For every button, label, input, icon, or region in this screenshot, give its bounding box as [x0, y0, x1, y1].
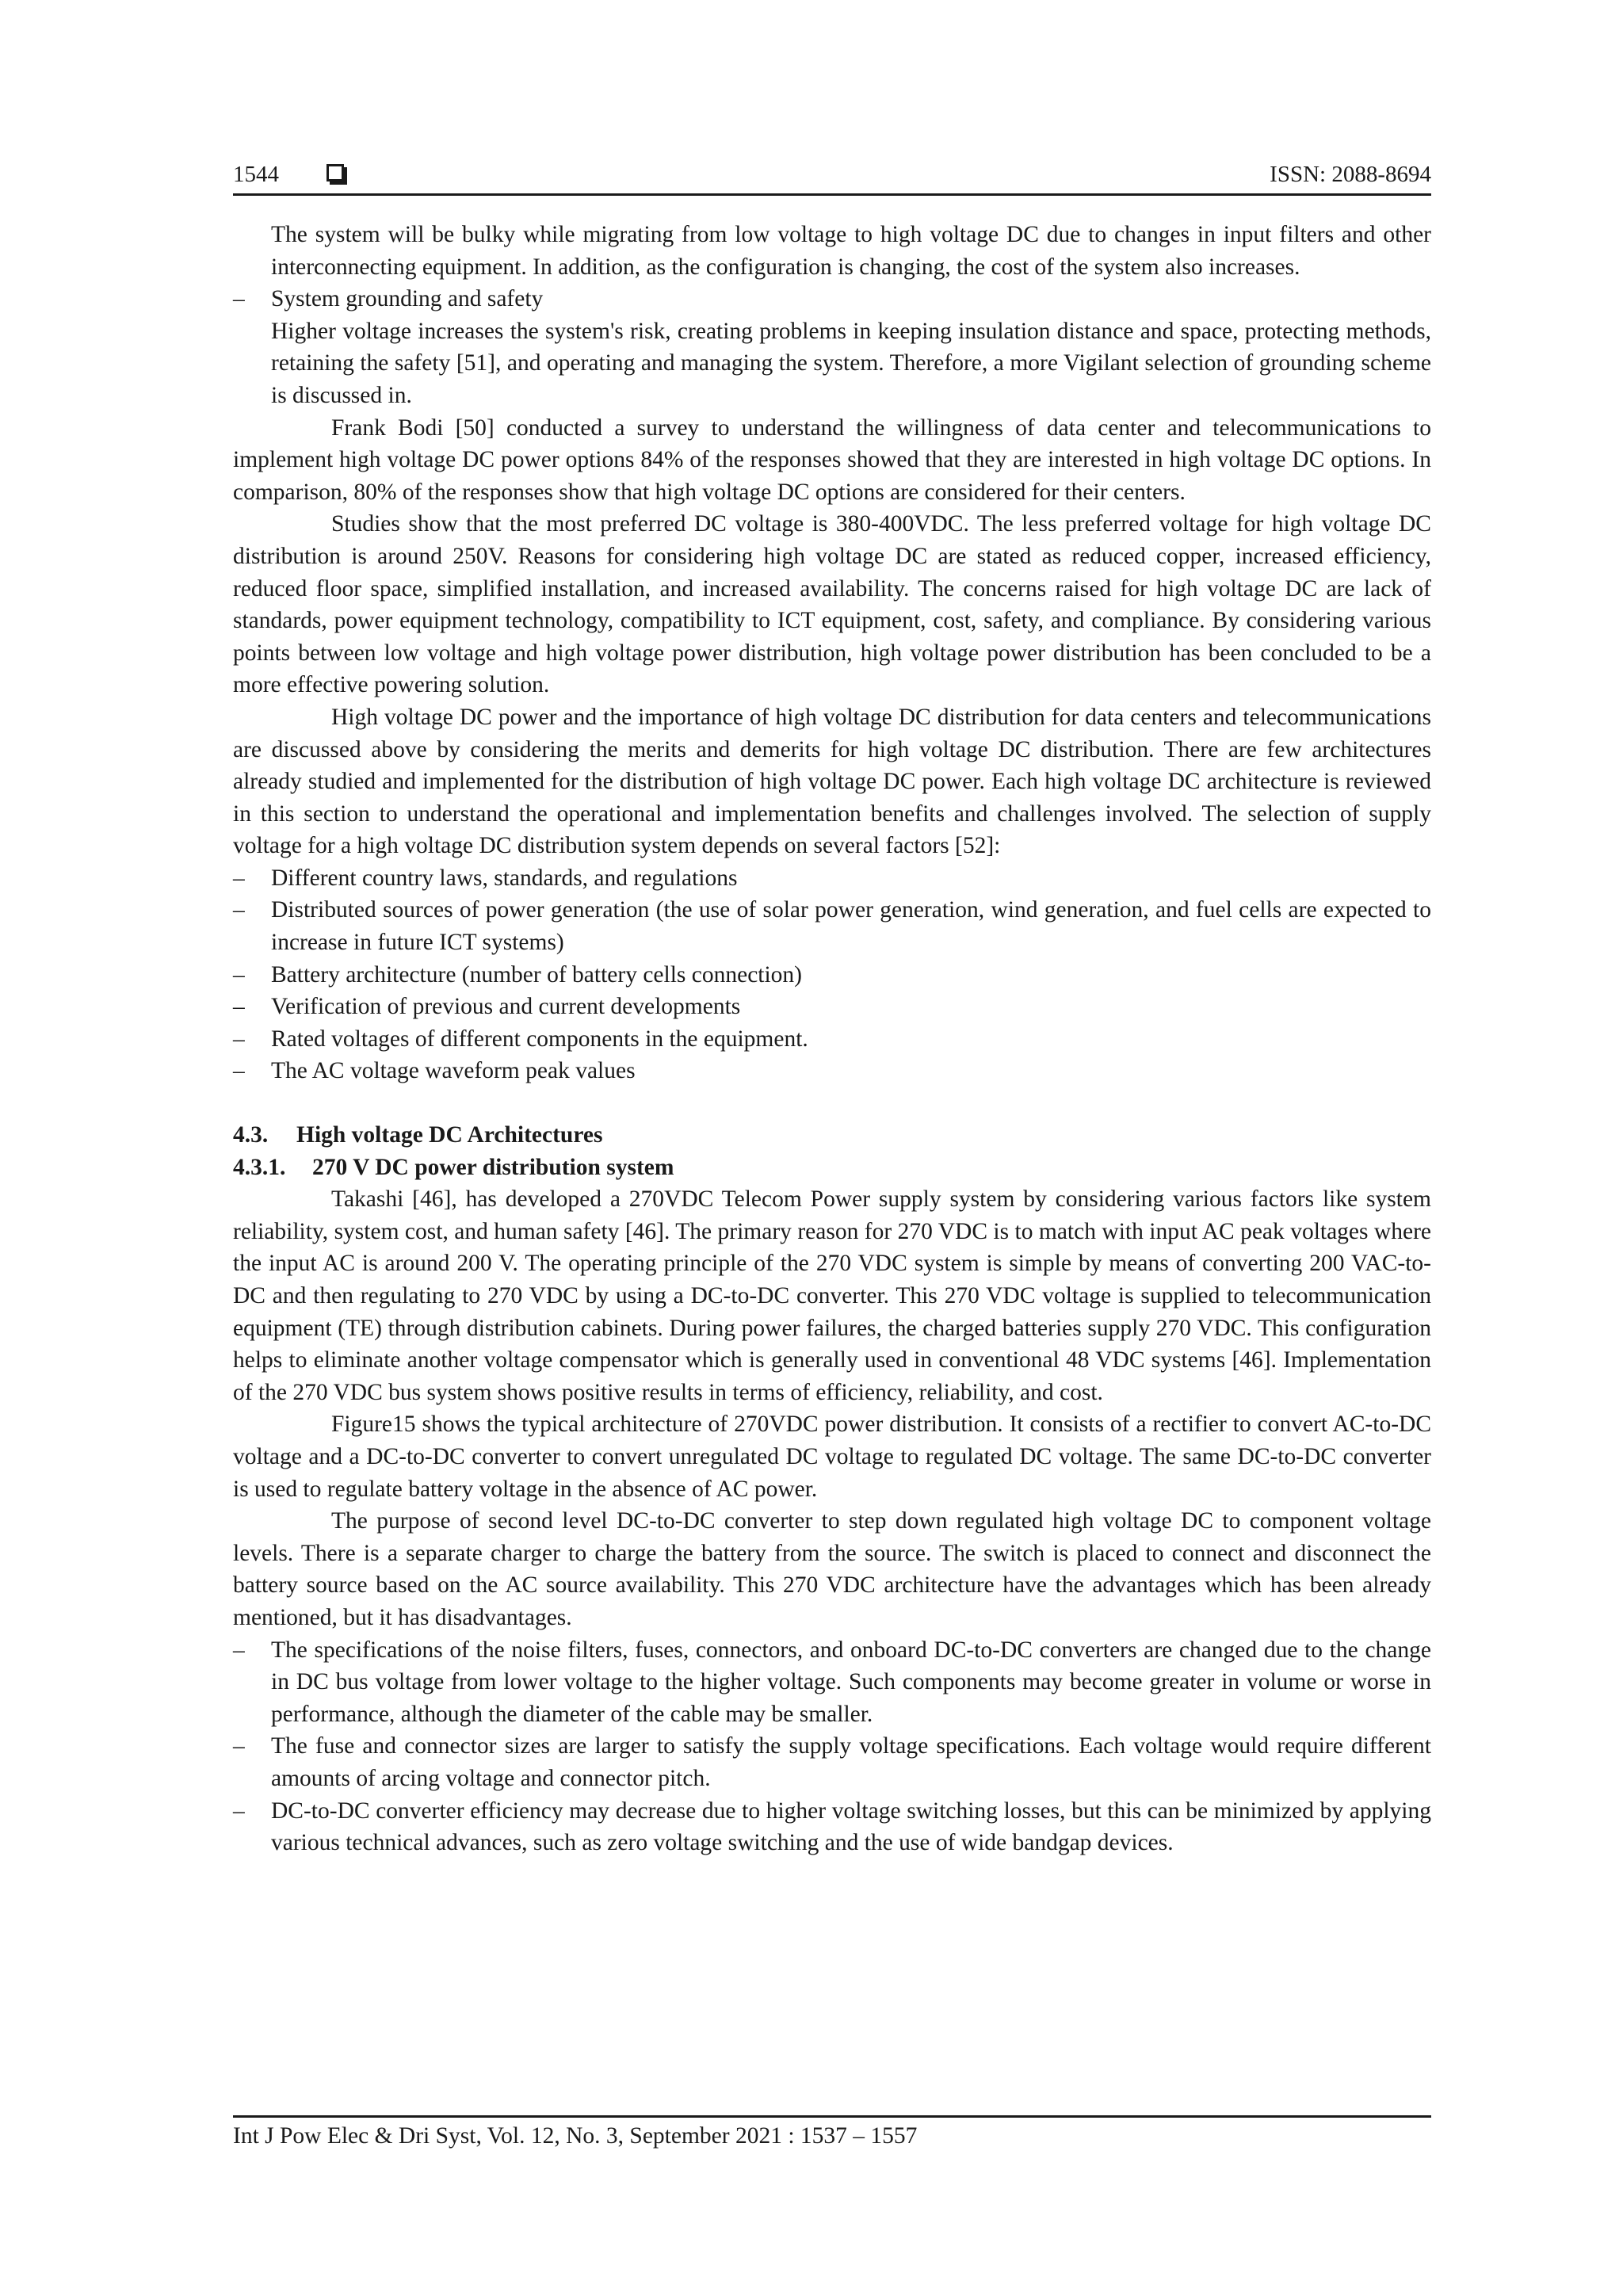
- header-divider: [233, 193, 1431, 196]
- list-item: [233, 1730, 1431, 1794]
- paragraph-bodi: Frank Bodi [50] conducted a survey to understand the willingness of data center and telecommunications to implement high voltage DC power options 84% of the responses showed that they are interested in high voltage DC options. In comparison, 80% of the responses show that high voltage DC options are considered for their centers.: [233, 415, 1431, 505]
- paragraph-high-voltage: High voltage DC power and the importance of high voltage DC distribution for data centers and telecommunications are discussed above by considering the merits and demerits for high voltage DC distribution. There are few architectures already studied and implemented for the distribution of high voltage DC power. Each high voltage DC architecture is reviewed in this section to understand the operational and implementation benefits and challenges involved. The selection of supply voltage for a high voltage DC distribution system depends on several factors [52]:: [233, 704, 1431, 859]
- paragraph-purpose: The purpose of second level DC-to-DC converter to step down regulated high voltage DC to component voltage levels. There is a separate charger to charge the battery from the source. The switch is placed to connect and disconnect the battery source based on the AC source availability. This 270 VDC architecture have the advantages which has been already mentioned, but it has disadvantages.: [233, 1508, 1431, 1630]
- subsection-heading: [233, 1152, 1431, 1184]
- list-item-text: DC-to-DC converter efficiency may decrease due to higher voltage switching losses, but this can be minimized by applying various technical advances, such as zero voltage switching and the use of wide bandgap devices.: [271, 1797, 1431, 1856]
- list-item: [233, 862, 1431, 895]
- list-item-text: Verification of previous and current developments: [271, 994, 741, 1020]
- dash-bullet: –: [233, 1637, 245, 1663]
- section-heading: [233, 1119, 1431, 1152]
- list-item-text: The fuse and connector sizes are larger to satisfy the supply voltage specifications. Each voltage would require different amounts of arcing voltage and connector pitch.: [271, 1733, 1431, 1791]
- list-item-text: The specifications of the noise filters, fuses, connectors, and onboard DC-to-DC converters are changed due to the change in DC bus voltage from lower voltage to the higher voltage. Such components may become greater in volume or worse in performance, although the diameter of the cable may be smaller.: [271, 1637, 1431, 1727]
- issn-label: ISSN: 2088-8694: [1270, 162, 1431, 187]
- dash-bullet: –: [233, 1797, 245, 1824]
- subsection-number: 4.3.1.: [233, 1154, 286, 1180]
- factors-list: [233, 862, 1431, 1087]
- dash-bullet: –: [233, 286, 245, 312]
- list-item-text: Distributed sources of power generation (the use of solar power generation, wind generation, and fuel cells are expected to increase in future ICT systems): [271, 897, 1431, 956]
- intro-paragraph: The system will be bulky while migrating from low voltage to high voltage DC due to changes in input filters and other interconnecting equipment. In addition, as the configuration is changing, the cost of the system also increases.: [271, 222, 1431, 280]
- dash-bullet: –: [233, 994, 245, 1020]
- list-item-text: System grounding and safety: [271, 286, 544, 312]
- list-item: [233, 894, 1431, 958]
- dash-bullet: –: [233, 897, 245, 923]
- dash-bullet: –: [233, 1058, 245, 1084]
- section-spacer: [233, 1087, 1431, 1119]
- box-icon: [327, 164, 344, 181]
- page-header: [233, 155, 1431, 193]
- list-item-text: The AC voltage waveform peak values: [271, 1058, 636, 1084]
- list-item-grounding: [233, 283, 1431, 315]
- page-number: 1544: [233, 162, 279, 187]
- list-item: [233, 1634, 1431, 1731]
- dash-bullet: –: [233, 865, 245, 891]
- list-item: [233, 991, 1431, 1023]
- paragraph-figure15: Figure15 shows the typical architecture of 270VDC power distribution. It consists of a rectifier to convert AC-to-DC voltage and a DC-to-DC converter to convert unregulated DC voltage to regulated DC voltage. The same DC-to-DC converter is used to regulate battery voltage in the absence of AC power.: [233, 1412, 1431, 1502]
- dash-bullet: –: [233, 961, 245, 988]
- dash-bullet: –: [233, 1026, 245, 1052]
- list-item: [233, 1055, 1431, 1087]
- list-item-text: Different country laws, standards, and regulations: [271, 865, 738, 891]
- list-item: [233, 1023, 1431, 1056]
- grounding-paragraph: Higher voltage increases the system's risk, creating problems in keeping insulation distance and space, protecting methods, retaining the safety [51], and operating and managing the system. Therefore, a more Vigilant selection of grounding scheme is discussed in.: [271, 318, 1431, 408]
- dash-bullet: –: [233, 1733, 245, 1759]
- paragraph-takashi: Takashi [46], has developed a 270VDC Telecom Power supply system by considering various factors like system reliability, system cost, and human safety [46]. The primary reason for 270 VDC is to match with input AC peak voltages where the input AC is around 200 V. The operating principle of the 270 VDC system is simple by means of converting 200 VAC-to-DC and then regulating to 270 VDC by using a DC-to-DC converter. This 270 VDC voltage is supplied to telecommunication equipment (TE) through distribution cabinets. During power failures, the charged batteries supply 270 VDC. This configuration helps to eliminate another voltage compensator which is generally used in conventional 48 VDC systems [46]. Implementation of the 270 VDC bus system shows positive results in terms of efficiency, reliability, and cost.: [233, 1186, 1431, 1405]
- list-item-text: Rated voltages of different components in the equipment.: [271, 1026, 808, 1052]
- section-title: High voltage DC Architectures: [296, 1122, 603, 1148]
- list-item: [233, 959, 1431, 991]
- footer-citation: Int J Pow Elec & Dri Syst, Vol. 12, No. 3, September 2021 : 1537 – 1557: [233, 2123, 918, 2149]
- list-item: [233, 1795, 1431, 1859]
- section-number: 4.3.: [233, 1122, 269, 1148]
- list-item-text: Battery architecture (number of battery cells connection): [271, 961, 803, 988]
- footer-divider: [233, 2115, 1431, 2118]
- disadvantages-list: [233, 1634, 1431, 1859]
- page-body: [233, 219, 1431, 1859]
- paragraph-studies: Studies show that the most preferred DC voltage is 380-400VDC. The less preferred voltage for high voltage DC distribution is around 250V. Reasons for considering high voltage DC are stated as reduced copper, increased efficiency, reduced floor space, simplified installation, and increased availability. The concerns raised for high voltage DC are lack of standards, power equipment technology, compatibility to ICT equipment, cost, safety, and compliance. By considering various points between low voltage and high voltage power distribution, high voltage power distribution has been concluded to be a more effective powering solution.: [233, 511, 1431, 698]
- subsection-title: 270 V DC power distribution system: [312, 1154, 674, 1180]
